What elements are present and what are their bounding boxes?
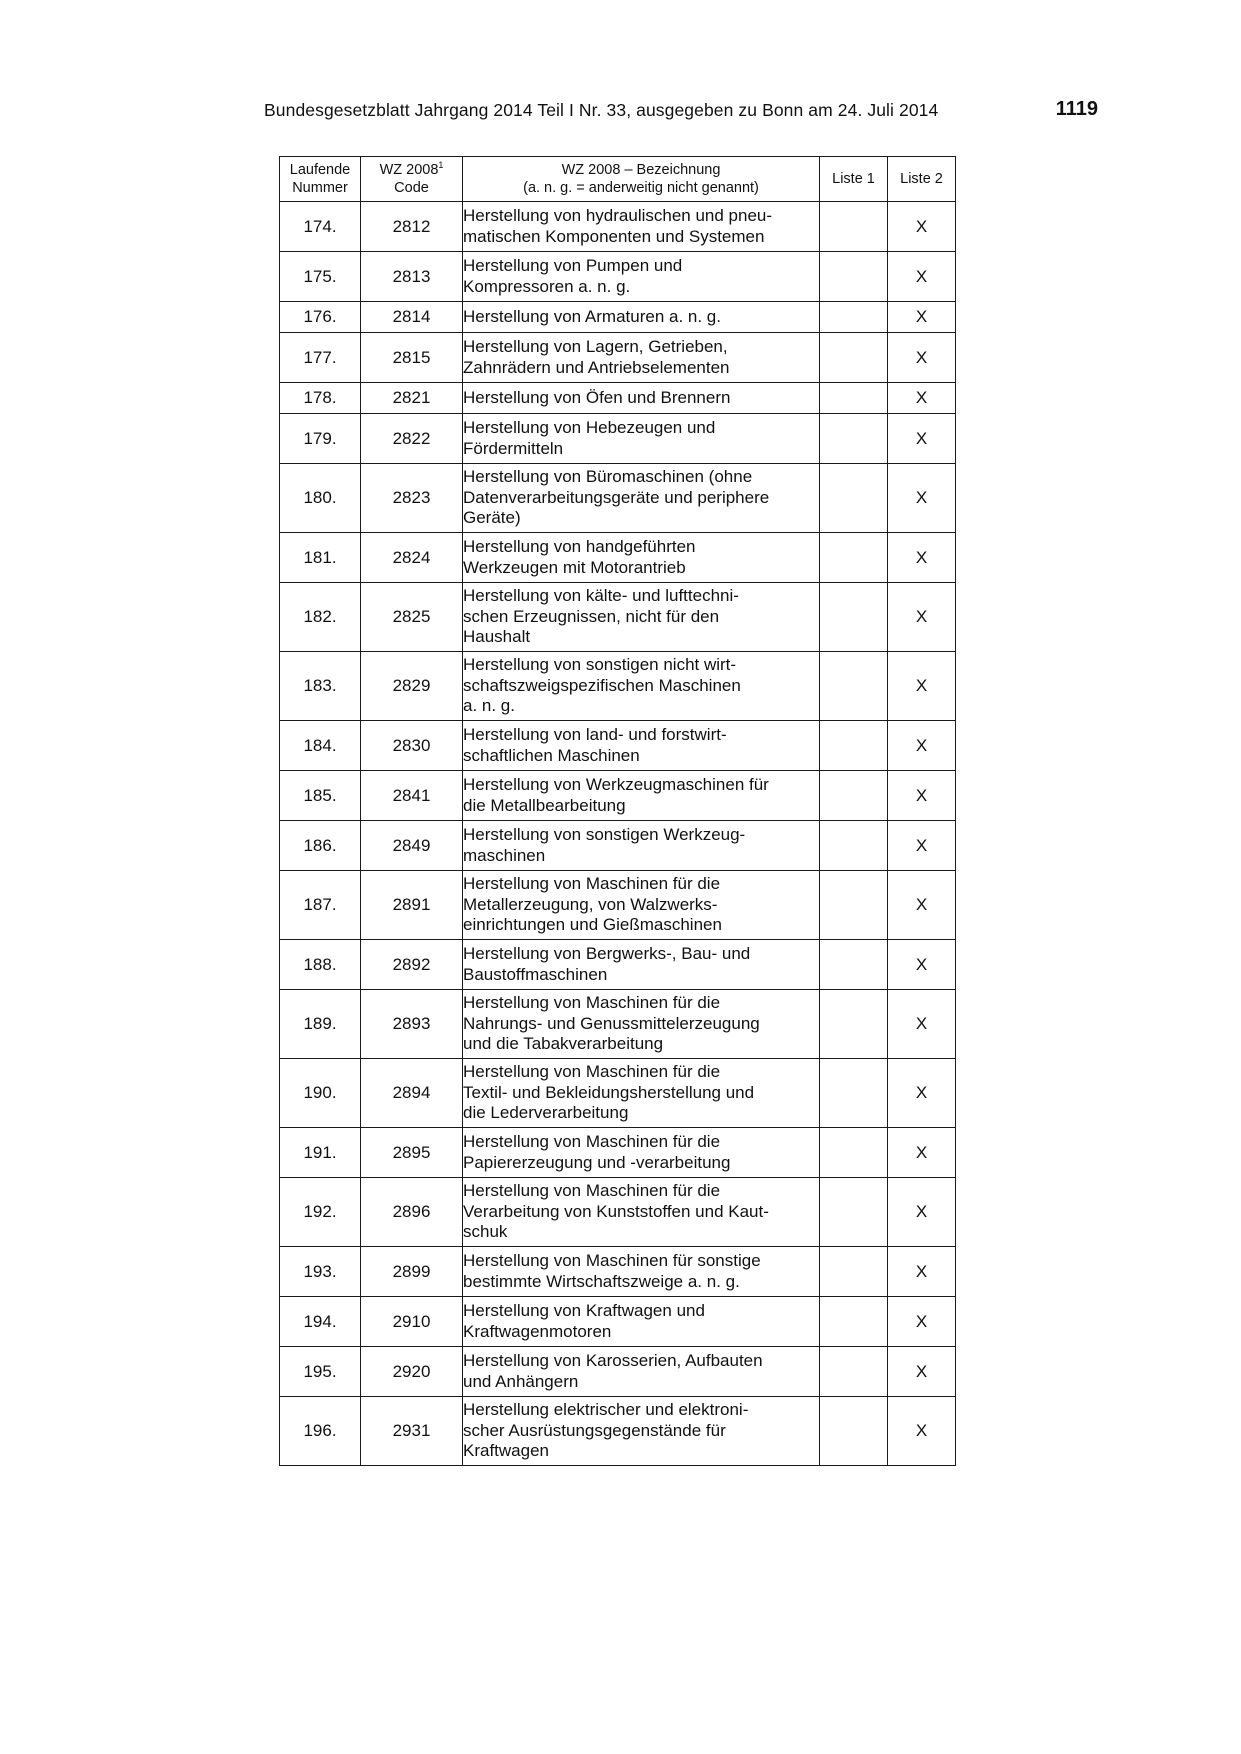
cell-liste1: [820, 383, 888, 414]
cell-code: 2815: [361, 333, 463, 383]
cell-code: 2920: [361, 1347, 463, 1397]
cell-nummer: 176.: [280, 302, 361, 333]
cell-bezeichnung: Herstellung von Maschinen für die Papiererzeugung und -verarbeitung: [463, 1128, 820, 1178]
table-row: [280, 302, 956, 333]
cell-nummer: 181.: [280, 533, 361, 583]
column-header-liste1: [820, 157, 888, 202]
cell-bezeichnung: Herstellung von Maschinen für sonstige bestimmte Wirtschaftszweige a. n. g.: [463, 1247, 820, 1297]
cell-bezeichnung: Herstellung von Büromaschinen (ohne Datenverarbeitungsgeräte und periphere Geräte): [463, 464, 820, 533]
cell-bezeichnung: Herstellung von sonstigen Werkzeug- maschinen: [463, 821, 820, 871]
column-header-bezeichnung: [463, 157, 820, 202]
cell-nummer: 194.: [280, 1297, 361, 1347]
column-header-code-label: WZ 2008: [379, 162, 439, 178]
cell-liste1: [820, 583, 888, 652]
cell-liste2: X: [888, 464, 956, 533]
table-body: [280, 202, 956, 1466]
cell-bezeichnung: Herstellung von Lagern, Getrieben, Zahnrädern und Antriebselementen: [463, 333, 820, 383]
cell-code: 2813: [361, 252, 463, 302]
cell-liste2: X: [888, 202, 956, 252]
cell-code: 2896: [361, 1178, 463, 1247]
cell-liste2: X: [888, 1059, 956, 1128]
cell-nummer: 180.: [280, 464, 361, 533]
table-row: [280, 252, 956, 302]
cell-bezeichnung: Herstellung von Armaturen a. n. g.: [463, 302, 820, 333]
cell-bezeichnung: Herstellung von kälte- und lufttechni- schen Erzeugnissen, nicht für den Haushalt: [463, 583, 820, 652]
cell-liste2: X: [888, 721, 956, 771]
column-header-nummer-label: Laufende Nummer: [289, 162, 351, 196]
table-row: [280, 1059, 956, 1128]
cell-bezeichnung: Herstellung von Maschinen für die Verarbeitung von Kunststoffen und Kaut- schuk: [463, 1178, 820, 1247]
cell-code: 2841: [361, 771, 463, 821]
cell-nummer: 196.: [280, 1397, 361, 1466]
cell-liste1: [820, 1178, 888, 1247]
cell-bezeichnung: Herstellung von Maschinen für die Metallerzeugung, von Walzwerks- einrichtungen und Gießmaschinen: [463, 871, 820, 940]
table-row: [280, 1397, 956, 1466]
table-row: [280, 821, 956, 871]
cell-code: 2899: [361, 1247, 463, 1297]
cell-nummer: 187.: [280, 871, 361, 940]
cell-bezeichnung: Herstellung von land- und forstwirt- schaftlichen Maschinen: [463, 721, 820, 771]
cell-liste2: X: [888, 1178, 956, 1247]
table-row: [280, 940, 956, 990]
column-header-code-sublabel: Code: [394, 180, 429, 196]
footnote-marker: 1: [438, 160, 444, 171]
cell-liste2: X: [888, 821, 956, 871]
cell-liste1: [820, 652, 888, 721]
table-row: [280, 583, 956, 652]
cell-liste1: [820, 302, 888, 333]
cell-bezeichnung: Herstellung von handgeführten Werkzeugen mit Motorantrieb: [463, 533, 820, 583]
cell-nummer: 178.: [280, 383, 361, 414]
cell-liste1: [820, 1397, 888, 1466]
cell-liste2: X: [888, 302, 956, 333]
cell-code: 2893: [361, 990, 463, 1059]
cell-liste1: [820, 202, 888, 252]
cell-bezeichnung: Herstellung von Kraftwagen und Kraftwagenmotoren: [463, 1297, 820, 1347]
cell-liste1: [820, 721, 888, 771]
cell-bezeichnung: Herstellung von Werkzeugmaschinen für die Metallbearbeitung: [463, 771, 820, 821]
table-row: [280, 1347, 956, 1397]
column-header-bezeichnung-label: WZ 2008 – Bezeichnung (a. n. g. = anderweitig nicht genannt): [523, 162, 759, 196]
table-row: [280, 1178, 956, 1247]
cell-nummer: 175.: [280, 252, 361, 302]
cell-bezeichnung: Herstellung von Maschinen für die Textil- und Bekleidungsherstellung und die Lederverarbeitung: [463, 1059, 820, 1128]
cell-liste1: [820, 333, 888, 383]
cell-nummer: 193.: [280, 1247, 361, 1297]
cell-liste1: [820, 1347, 888, 1397]
cell-code: 2825: [361, 583, 463, 652]
cell-nummer: 189.: [280, 990, 361, 1059]
cell-code: 2814: [361, 302, 463, 333]
cell-bezeichnung: Herstellung von sonstigen nicht wirt- schaftszweigspezifischen Maschinen a. n. g.: [463, 652, 820, 721]
cell-liste2: X: [888, 583, 956, 652]
cell-code: 2894: [361, 1059, 463, 1128]
cell-liste2: X: [888, 940, 956, 990]
cell-nummer: 188.: [280, 940, 361, 990]
cell-liste1: [820, 252, 888, 302]
cell-liste1: [820, 533, 888, 583]
cell-liste2: X: [888, 414, 956, 464]
table-row: [280, 771, 956, 821]
cell-code: 2812: [361, 202, 463, 252]
table-row: [280, 871, 956, 940]
cell-nummer: 179.: [280, 414, 361, 464]
cell-liste2: X: [888, 771, 956, 821]
table-header: [280, 157, 956, 202]
cell-code: 2892: [361, 940, 463, 990]
cell-liste2: X: [888, 990, 956, 1059]
cell-nummer: 184.: [280, 721, 361, 771]
cell-bezeichnung: Herstellung von Hebezeugen und Fördermitteln: [463, 414, 820, 464]
column-header-code: [361, 157, 463, 202]
cell-nummer: 174.: [280, 202, 361, 252]
cell-liste2: X: [888, 383, 956, 414]
cell-liste2: X: [888, 333, 956, 383]
table-row: [280, 533, 956, 583]
cell-bezeichnung: Herstellung von Öfen und Brennern: [463, 383, 820, 414]
cell-liste2: X: [888, 533, 956, 583]
cell-bezeichnung: Herstellung von Maschinen für die Nahrungs- und Genussmittelerzeugung und die Tabakverarbeitung: [463, 990, 820, 1059]
cell-liste1: [820, 871, 888, 940]
cell-code: 2910: [361, 1297, 463, 1347]
table-row: [280, 414, 956, 464]
cell-code: 2822: [361, 414, 463, 464]
table-row: [280, 652, 956, 721]
cell-liste1: [820, 1059, 888, 1128]
table-row: [280, 383, 956, 414]
cell-bezeichnung: Herstellung von Karosserien, Aufbauten und Anhängern: [463, 1347, 820, 1397]
column-header-liste2-label: Liste 2: [900, 171, 943, 187]
column-header-liste2: [888, 157, 956, 202]
cell-liste1: [820, 1128, 888, 1178]
table-row: [280, 1128, 956, 1178]
cell-liste1: [820, 464, 888, 533]
cell-liste1: [820, 414, 888, 464]
table-row: [280, 990, 956, 1059]
cell-nummer: 191.: [280, 1128, 361, 1178]
cell-code: 2830: [361, 721, 463, 771]
cell-code: 2895: [361, 1128, 463, 1178]
cell-bezeichnung: Herstellung von Bergwerks-, Bau- und Baustoffmaschinen: [463, 940, 820, 990]
cell-code: 2891: [361, 871, 463, 940]
cell-liste1: [820, 940, 888, 990]
table-row: [280, 1247, 956, 1297]
cell-bezeichnung: Herstellung elektrischer und elektroni- scher Ausrüstungsgegenstände für Kraftwagen: [463, 1397, 820, 1466]
cell-liste2: X: [888, 652, 956, 721]
cell-liste2: X: [888, 1128, 956, 1178]
cell-code: 2931: [361, 1397, 463, 1466]
cell-nummer: 185.: [280, 771, 361, 821]
page-header-title: Bundesgesetzblatt Jahrgang 2014 Teil I Nr. 33, ausgegeben zu Bonn am 24. Juli 2014: [264, 100, 939, 120]
cell-nummer: 183.: [280, 652, 361, 721]
column-header-nummer: [280, 157, 361, 202]
wz-classification-table: [279, 156, 956, 1466]
table-row: [280, 464, 956, 533]
cell-bezeichnung: Herstellung von Pumpen und Kompressoren a. n. g.: [463, 252, 820, 302]
column-header-liste1-label: Liste 1: [832, 171, 875, 187]
page-header: [264, 100, 1098, 124]
cell-code: 2849: [361, 821, 463, 871]
cell-bezeichnung: Herstellung von hydraulischen und pneu- matischen Komponenten und Systemen: [463, 202, 820, 252]
cell-liste2: X: [888, 1247, 956, 1297]
cell-nummer: 190.: [280, 1059, 361, 1128]
cell-liste1: [820, 990, 888, 1059]
page-number: 1119: [1055, 98, 1098, 120]
table-header-row: [280, 157, 956, 202]
cell-code: 2829: [361, 652, 463, 721]
cell-liste1: [820, 821, 888, 871]
cell-liste2: X: [888, 1397, 956, 1466]
cell-liste2: X: [888, 252, 956, 302]
cell-code: 2823: [361, 464, 463, 533]
cell-code: 2824: [361, 533, 463, 583]
cell-nummer: 186.: [280, 821, 361, 871]
cell-nummer: 195.: [280, 1347, 361, 1397]
cell-liste2: X: [888, 871, 956, 940]
cell-liste2: X: [888, 1347, 956, 1397]
table-row: [280, 1297, 956, 1347]
cell-liste1: [820, 1297, 888, 1347]
cell-code: 2821: [361, 383, 463, 414]
cell-nummer: 177.: [280, 333, 361, 383]
cell-nummer: 192.: [280, 1178, 361, 1247]
table-row: [280, 202, 956, 252]
cell-liste2: X: [888, 1297, 956, 1347]
cell-liste1: [820, 1247, 888, 1297]
cell-liste1: [820, 771, 888, 821]
table-row: [280, 333, 956, 383]
table-row: [280, 721, 956, 771]
cell-nummer: 182.: [280, 583, 361, 652]
